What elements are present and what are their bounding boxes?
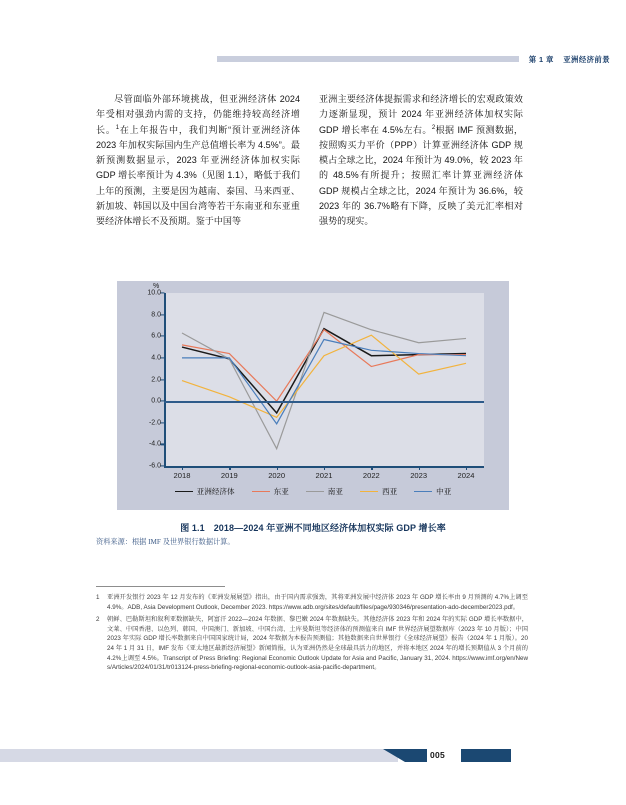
chart-plot-area (164, 293, 484, 466)
figure-1-1 (117, 281, 509, 510)
chart-legend-label: 中亚 (436, 487, 452, 496)
chart-x-tick-label: 2020 (268, 471, 286, 480)
chart-y-tick-mark (161, 422, 165, 423)
chart-y-tick-mark (161, 357, 165, 358)
chart-legend-label: 亚洲经济体 (196, 487, 235, 496)
figure-title: 2018—2024 年亚洲不同地区经济体加权实际 GDP 增长率 (213, 523, 446, 533)
footer-tail-block (461, 749, 511, 762)
chart-x-tick-mark (371, 466, 372, 470)
footnote-ref-1[interactable]: 1 (115, 124, 120, 131)
chart-y-tick-mark (161, 314, 165, 315)
footnote-text: 亚洲开发银行 2023 年 12 月发布的《亚洲发展展望》指出，由于国内需求强劲，其将亚洲发展中经济体 2023 年 GDP 增长率由 9 月预测的 4.7%上调至 4.9%。ADB, Asia Development Outlook, December 2023. https://www.adb.org/sites/default/files/page/930346/presentation-ado-december2023.pdf。 (107, 594, 528, 611)
header-rule (217, 56, 519, 62)
figure-source: 资料来源：根据 IMF 及世界银行数据计算。 (96, 538, 235, 546)
footnote-divider (96, 586, 225, 587)
chart-legend-item[interactable] (306, 486, 343, 497)
chart-y-tick-label: 10.0 (147, 289, 161, 297)
paragraph-left-part1: 尽管面临外部环境挑战，但亚洲经济体 2024 年受相对强劲内需的支持，仍能维持较高经济增长。 (96, 94, 300, 135)
figure-number: 图 1.1 (180, 523, 205, 533)
body-columns (96, 92, 524, 229)
paragraph-left-part2: 在上年报告中，我们判断“预计亚洲经济体 2023 年加权实际国内生产总值增长率为 4.5%”。最新预测数据显示，2023 年亚洲经济体加权实际 GDP 增长率预计为 4.3%（见图 1.1），略低于我们上年的预测，主要是因为越南、泰国、马来西亚、新加坡、韩国以及中国台湾等若干东南亚和东亚重要经济体增长不及预期。鉴于中国等 (96, 124, 300, 226)
chart-y-tick-mark (161, 292, 165, 293)
page-number: 005 (430, 750, 446, 760)
chart-y-tick-mark (161, 465, 165, 466)
body-column-left (96, 92, 300, 229)
chart-x-tick-label: 2024 (457, 471, 475, 480)
chart-x-tick-label: 2023 (410, 471, 428, 480)
chart-legend (117, 486, 509, 497)
paragraph-right (319, 92, 523, 229)
chart-legend-swatch (252, 491, 270, 493)
footnote-number: 2 (96, 616, 100, 624)
chart-y-tick-label: -2.0 (148, 419, 161, 427)
chart-x-tick-mark (229, 466, 230, 470)
chart-y-tick-mark (161, 444, 165, 445)
chart-legend-item[interactable] (252, 486, 289, 497)
chart-x-tick-label: 2022 (362, 471, 380, 480)
page-footer (0, 749, 626, 764)
footer-wedge (383, 749, 405, 762)
header-chapter-number: 第 1 章 (528, 54, 554, 64)
figure-caption (117, 521, 509, 534)
header-chapter (529, 54, 610, 65)
chart-canvas (117, 281, 509, 510)
chart-x-tick-label: 2018 (173, 471, 191, 480)
paragraph-right-part2: 根据 IMF 预测数据，按照购买力平价（PPP）计算亚洲经济体 GDP 规模占全球之比，2024 年预计为 49.0%，较 2023 年的 48.5%有所提升；按照汇率计算亚洲经济体 GDP 规模占全球之比，2024 年预计为 36.6%，较 2023 年的 36.7%略有下降，反映了美元汇率相对强势的现实。 (319, 124, 523, 226)
footnote-list (96, 593, 528, 676)
chart-legend-swatch (360, 491, 378, 493)
footnote-number: 1 (96, 594, 100, 601)
running-header (0, 52, 626, 66)
footnote-item (96, 593, 528, 612)
paragraph-left (96, 92, 300, 229)
chart-legend-item[interactable] (175, 486, 235, 497)
chart-y-tick-label: 6.0 (151, 332, 161, 340)
chart-y-tick-label: 4.0 (151, 354, 161, 362)
chart-legend-label: 西亚 (381, 487, 398, 496)
chart-x-tick-mark (182, 466, 183, 470)
chart-legend-label: 东亚 (273, 487, 289, 496)
paragraph-right-part1: 亚洲主要经济体提振需求和经济增长的宏观政策效力逐渐显现，预计 2024 年亚洲经济体加权实际 GDP 增长率在 4.5%左右。 (319, 94, 523, 135)
chart-x-tick-mark (419, 466, 420, 470)
chart-x-tick-label: 2019 (220, 471, 238, 480)
chart-x-tick-mark (277, 466, 278, 470)
chart-y-unit: % (153, 283, 160, 290)
chart-x-tick-label: 2021 (315, 471, 333, 480)
chart-y-tick-label: 8.0 (151, 311, 161, 319)
chart-legend-swatch (175, 491, 193, 493)
chart-y-tick-label: -6.0 (148, 462, 161, 470)
chart-y-tick-mark (161, 379, 165, 380)
chart-x-tick-mark (466, 466, 467, 470)
footer-band (0, 749, 398, 762)
chart-legend-label: 南亚 (327, 487, 343, 496)
footer-solid-block (405, 749, 427, 762)
chart-y-tick-label: 2.0 (151, 376, 161, 383)
chart-y-tick-mark (161, 336, 165, 337)
body-column-right (319, 92, 523, 229)
chart-y-tick-label: 0.0 (151, 397, 161, 405)
chart-y-tick-label: -4.0 (148, 440, 161, 448)
footnote-ref-2[interactable]: 2 (431, 124, 436, 131)
chart-legend-swatch (306, 491, 324, 493)
footnote-text: 朝鲜、巴勒斯坦和叙利亚数据缺失，阿富汗 2022—2024 年数据、黎巴嫩 2024 年数据缺失。其他经济体 2023 年和 2024 年的实际 GDP 增长率数据中，文莱、中国香港、以色列、韩国、中国澳门、新加坡、中国台湾、土库曼斯坦等经济体的预测值来自 IMF 世界经济展望数据库（2023 年 10 月版）；中国 2023 年实际 GDP 增长率数据来自中国国家统计局，2024 年数据为本报告预测值；其他数据来自世界银行《全球经济展望》报告（2024 年 1 月版）。2024 年 1 月 31 日，IMF 发布《亚太地区最新经济展望》新闻简报，认为亚洲仍然是全球最具活力的地区，并将本地区 2024 年的增长预期值从 3 个月前的 4.2%上调至 4.5%。Transcript of Press Briefing: Regional Economic Outlook Update for Asia and Pacific, January 31, 2024. https://www.imf.org/en/News/Articles/2024/01/31/tr013124-press-briefing-regional-economic-outlook-asia-pacific-department。 (107, 616, 528, 672)
chart-zero-line (164, 401, 484, 402)
chart-x-tick-mark (324, 466, 325, 470)
header-chapter-title: 亚洲经济前景 (563, 54, 610, 64)
chart-legend-item[interactable] (414, 486, 451, 497)
chart-legend-swatch (414, 491, 432, 493)
chart-y-axis (164, 293, 166, 466)
footnote-item (96, 615, 528, 673)
chart-legend-item[interactable] (360, 486, 397, 497)
